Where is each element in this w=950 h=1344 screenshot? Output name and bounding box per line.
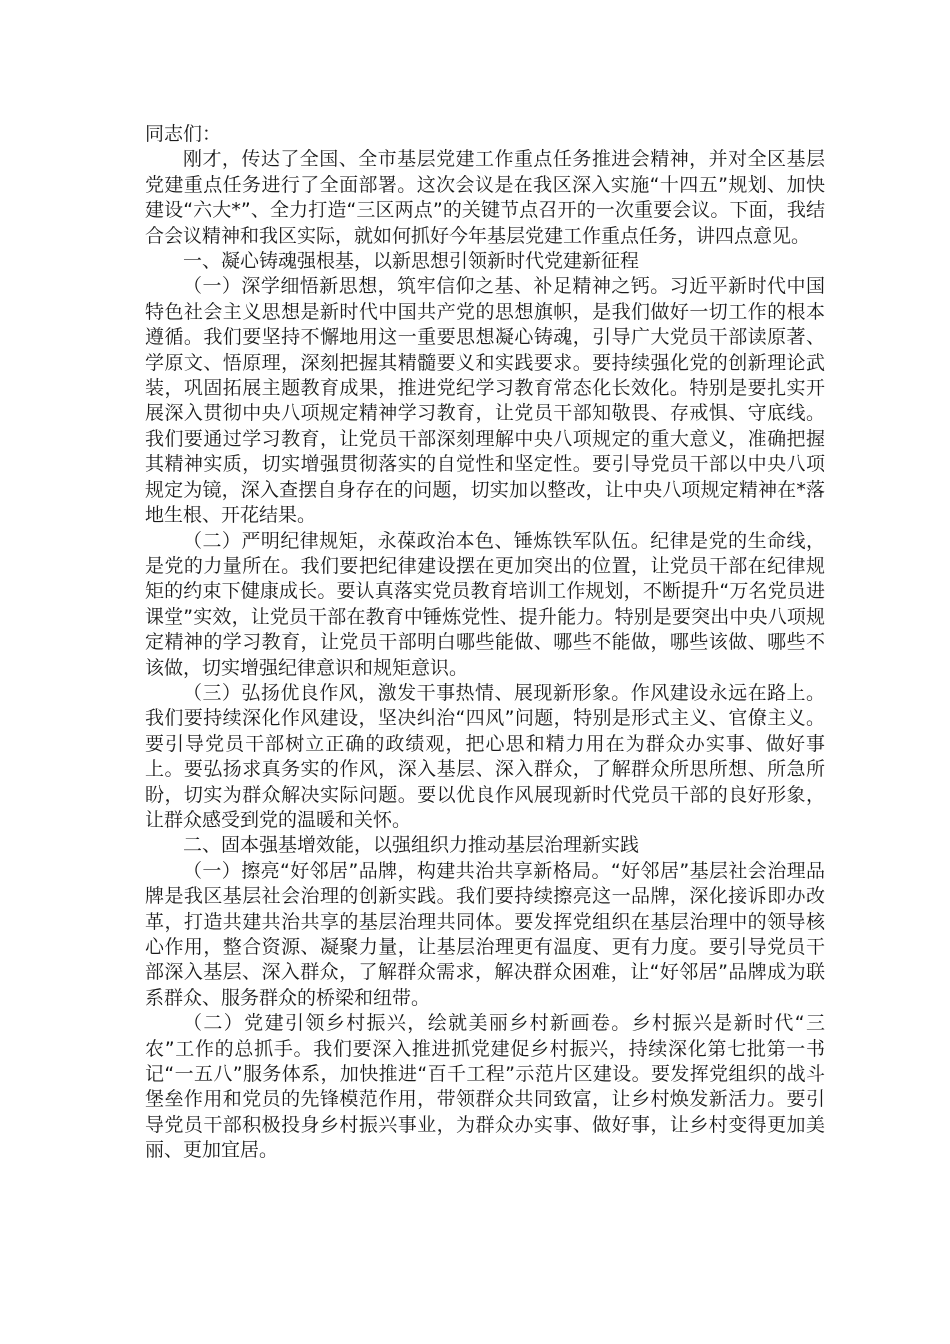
salutation: 同志们： xyxy=(145,123,222,145)
body-paragraph: （三）弘扬优良作风，激发干事热情、展现新形象。作风建设永远在路上。我们要持续深化作风建设，坚决纠治“四风”问题，特别是形式主义、官僚主义。要引导党员干部树立正确的政绩观，把心思和精力用在为群众办实事、做好事上。要弘扬求真务实的作风，深入基层、深入群众，了解群众所思所想、所急所盼，切实为群众解决实际问题。要以优良作风展现新时代党员干部的良好形象，让群众感受到党的温暖和关怀。 xyxy=(145,681,825,831)
body-paragraph: （二）严明纪律规矩，永葆政治本色、锤炼铁军队伍。纪律是党的生命线，是党的力量所在。我们要把纪律建设摆在更加突出的位置，让党员干部在纪律规矩的约束下健康成长。要认真落实党员教育培训工作规划，不断提升“万名党员进课堂”实效，让党员干部在教育中锤炼党性、提升能力。特别是要突出中央八项规定精神的学习教育，让党员干部明白哪些能做、哪些不能做，哪些该做、哪些不该做，切实增强纪律意识和规矩意识。 xyxy=(145,529,825,679)
section-heading-1: 一、凝心铸魂强根基，以新思想引领新时代党建新征程 xyxy=(183,250,640,273)
intro-paragraph: 刚才，传达了全国、全市基层党建工作重点任务推进会精神，并对全区基层党建重点任务进行了全面部署。这次会议是在我区深入实施“十四五”规划、加快建设“六大*”、全力打造“三区两点”的关键节点召开的一次重要会议。下面，我结合会议精神和我区实际，就如何抓好今年基层党建工作重点任务，讲四点意见。 xyxy=(145,148,825,247)
section-heading-2: 二、固本强基增效能，以强组织力推动基层治理新实践 xyxy=(183,834,640,857)
body-paragraph: （一）深学细悟新思想，筑牢信仰之基、补足精神之钙。习近平新时代中国特色社会主义思想是新时代中国共产党的思想旗帜，是我们做好一切工作的根本遵循。我们要坚持不懈地用这一重要思想凝心铸魂，引导广大党员干部读原著、学原文、悟原理，深刻把握其精髓要义和实践要求。要持续强化党的创新理论武装，巩固拓展主题教育成果，推进党纪学习教育常态化长效化。特别是要扎实开展深入贯彻中央八项规定精神学习教育，让党员干部知敬畏、存戒惧、守底线。我们要通过学习教育，让党员干部深刻理解中央八项规定的重大意义，准确把握其精神实质，切实增强贯彻落实的自觉性和坚定性。要引导党员干部以中央八项规定为镜，深入查摆自身存在的问题，切实加以整改，让中央八项规定精神在*落地生根、开花结果。 xyxy=(145,275,825,527)
body-paragraph: （一）擦亮“好邻居”品牌，构建共治共享新格局。“好邻居”基层社会治理品牌是我区基层社会治理的创新实践。我们要持续擦亮这一品牌，深化接诉即办改革，打造共建共治共享的基层治理共同体。要发挥党组织在基层治理中的领导核心作用，整合资源、凝聚力量，让基层治理更有温度、更有力度。要引导党员干部深入基层、深入群众，了解群众需求，解决群众困难，让“好邻居”品牌成为联系群众、服务群众的桥梁和纽带。 xyxy=(145,859,825,1009)
body-paragraph: （二）党建引领乡村振兴，绘就美丽乡村新画卷。乡村振兴是新时代“三农”工作的总抓手。我们要深入推进抓党建促乡村振兴，持续深化第七批第一书记“一五八”服务体系，加快推进“百千工程”示范片区建设。要发挥党组织的战斗堡垒作用和党员的先锋模范作用，带领群众共同致富，让乡村焕发新活力。要引导党员干部积极投身乡村振兴事业，为群众办实事、做好事，让乡村变得更加美丽、更加宜居。 xyxy=(145,1012,825,1162)
document-body xyxy=(145,122,825,1164)
